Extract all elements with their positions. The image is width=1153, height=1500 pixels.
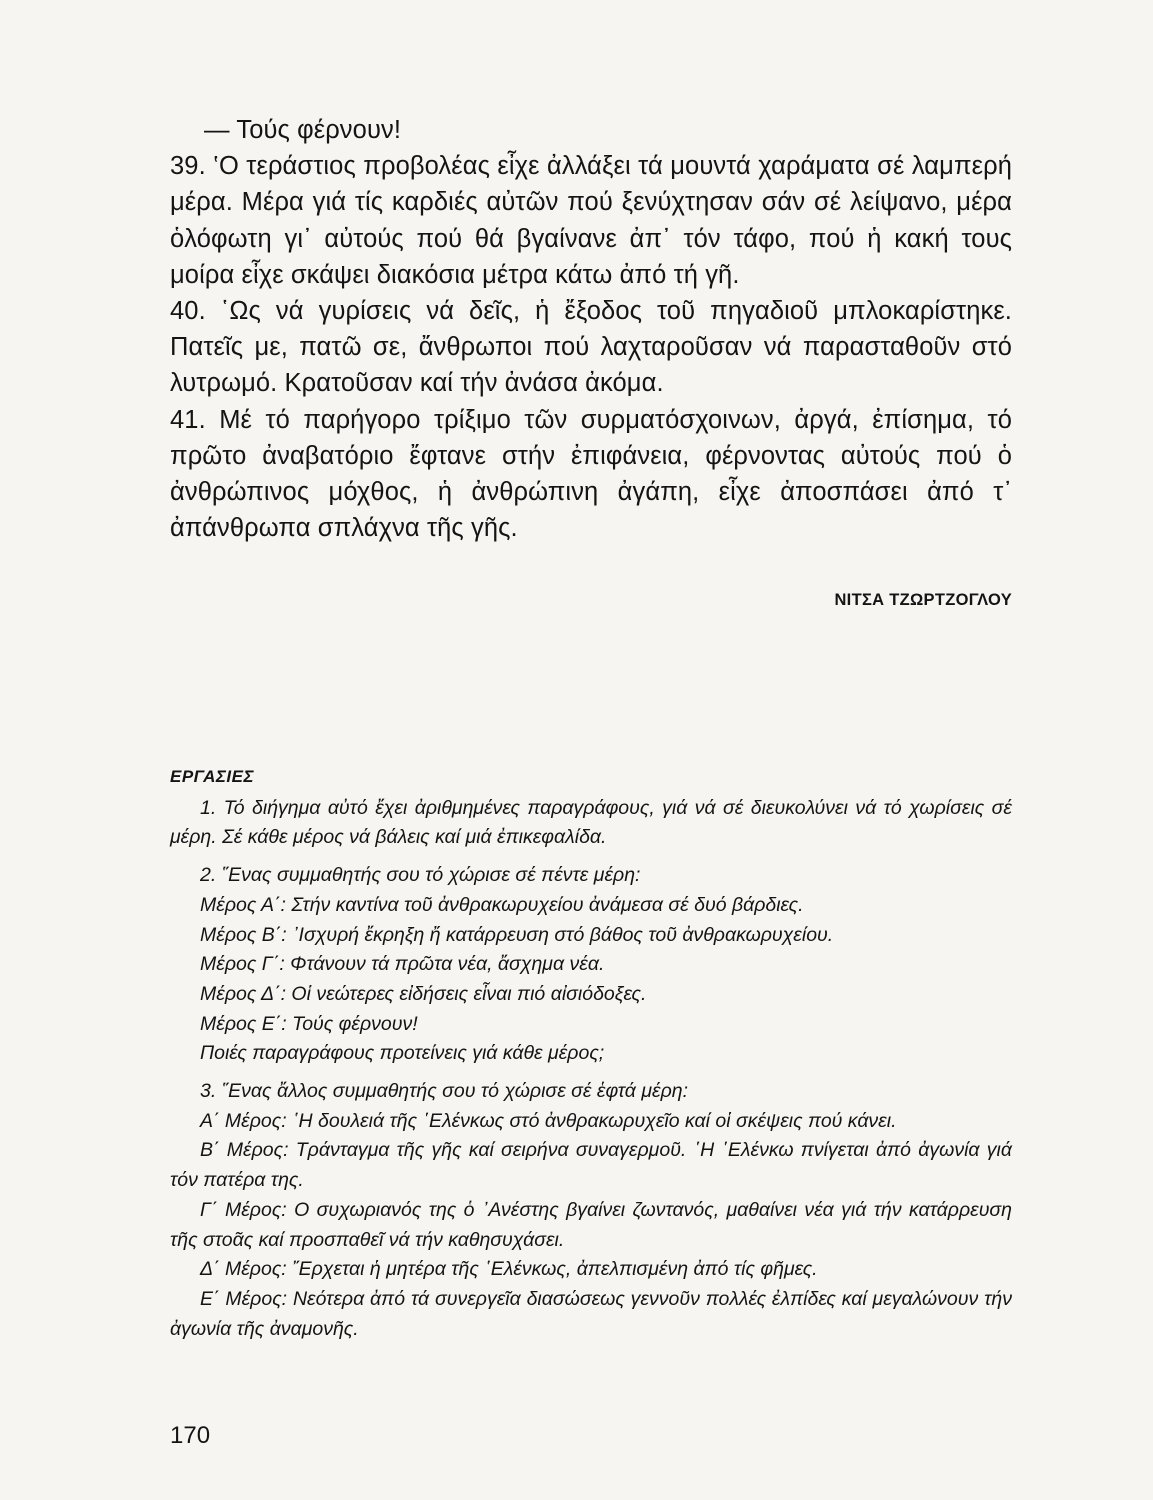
exercise-2-part: Μέρος Α΄: Στήν καντίνα τοῦ ἀνθρακωρυχείου ἀνάμεσα σέ δυό βάρδιες. bbox=[200, 893, 804, 916]
exercises-section bbox=[170, 762, 1012, 1344]
exercise-3-part: Γ΄ Μέρος: Ο συχωριανός της ὁ ᾿Ανέστης βγαίνει ζωντανός, μαθαίνει νέα γιά τήν κατάρρευση τῆς στοᾶς καί προσπαθεῖ νά τήν καθησυχάσει. bbox=[170, 1198, 1012, 1251]
paragraph-39: 39. ‛Ο τεράστιος προβολέας εἶχε ἀλλάξει τά μουντά χαράματα σέ λαμπερή μέρα. Μέρα γιά τίς καρδιές αὐτῶν πού ξενύχτησαν σάν σέ λείψανο, μέρα ὁλόφωτη γι᾽ αὐτούς πού θά βγαίνανε ἀπ᾽ τόν τάφο, πού ἡ κακή τους μοίρα εἶχε σκάψει διακόσια μέτρα κάτω ἀπό τή γῆ. bbox=[170, 152, 1012, 289]
exercise-2-part: Μέρος Γ΄: Φτάνουν τά πρῶτα νέα, ἄσχημα νέα. bbox=[200, 953, 605, 976]
author-name: ΝΙΤΣΑ ΤΖΩΡΤΖΟΓΛΟΥ bbox=[834, 591, 1012, 609]
exercise-2-part: Μέρος Β΄: ᾿Ισχυρή ἔκρηξη ἤ κατάρρευση στό βάθος τοῦ ἀνθρακωρυχείου. bbox=[200, 923, 834, 946]
paragraph-41: 41. Μέ τό παρήγορο τρίξιμο τῶν συρματόσχοινων, ἀργά, ἐπίσημα, τό πρῶτο ἀναβατόριο ἔφτανε στήν ἐπιφάνεια, φέρνοντας αὐτούς πού ὁ ἀνθρώπινος μόχθος, ἡ ἀνθρώπινη ἀγάπη, εἶχε ἀποσπάσει ἀπό τ᾽ ἀπάνθρωπα σπλάχνα τῆς γῆς. bbox=[170, 405, 1012, 543]
exercise-2-intro: 2. ῞Ενας συμμαθητής σου τό χώρισε σέ πέντε μέρη: bbox=[200, 864, 641, 887]
exercise-2-question: Ποιές παραγράφους προτείνεις γιά κάθε μέρος; bbox=[200, 1042, 605, 1065]
story-text bbox=[170, 112, 1012, 546]
exercise-3-part: Β΄ Μέρος: Τράνταγμα τῆς γῆς καί σειρήνα συναγερμοῦ. ῾Η ῾Ελένκω πνίγεται ἀπό ἀγωνία γιά τόν πατέρα της. bbox=[170, 1139, 1012, 1192]
exercise-2-part: Μέρος Δ΄: Οἱ νεώτερες εἰδήσεις εἶναι πιό αἰσιόδοξες. bbox=[200, 982, 647, 1005]
exercises-heading: ΕΡΓΑΣΙΕΣ bbox=[170, 767, 254, 786]
exercise-3-part: Δ΄ Μέρος: ῎Ερχεται ἡ μητέρα τῆς ῾Ελένκως, ἀπελπισμένη ἀπό τίς φῆμες. bbox=[200, 1258, 818, 1281]
exercise-3-part: Α΄ Μέρος: ῾Η δουλειά τῆς ῾Ελένκως στό ἀνθρακωρυχεῖο καί οἱ σκέψεις πού κάνει. bbox=[200, 1109, 897, 1132]
exercise-3-intro: 3. ῞Ενας ἄλλος συμμαθητής σου τό χώρισε σέ ἑφτά μέρη: bbox=[200, 1080, 689, 1103]
exercise-2-part: Μέρος Ε΄: Τούς φέρνουν! bbox=[200, 1012, 418, 1035]
paragraph-40: 40. ῾Ως νά γυρίσεις νά δεῖς, ἡ ἔξοδος τοῦ πηγαδιοῦ μπλοκαρίστηκε. Πατεῖς με, πατῶ σε, ἄνθρωποι πού λαχταροῦσαν νά παρασταθοῦν στό λυτρωμό. Κρατοῦσαν καί τήν ἀνάσα ἀκόμα. bbox=[170, 297, 1012, 398]
exclamation-line: — Τούς φέρνουν! bbox=[204, 116, 402, 144]
page-number: 170 bbox=[170, 1422, 211, 1449]
exercise-1: 1. Τό διήγημα αὐτό ἔχει ἀριθμημένες παραγράφους, γιά νά σέ διευκολύνει νά τό χωρίσεις σέ μέρη. Σέ κάθε μέρος νά βάλεις καί μιά ἐπικεφαλίδα. bbox=[170, 796, 1012, 849]
exercise-3-part: Ε΄ Μέρος: Νεότερα ἀπό τά συνεργεῖα διασώσεως γεννοῦν πολλές ἐλπίδες καί μεγαλώνουν τήν ἀγωνία τῆς ἀναμονῆς. bbox=[170, 1287, 1012, 1340]
